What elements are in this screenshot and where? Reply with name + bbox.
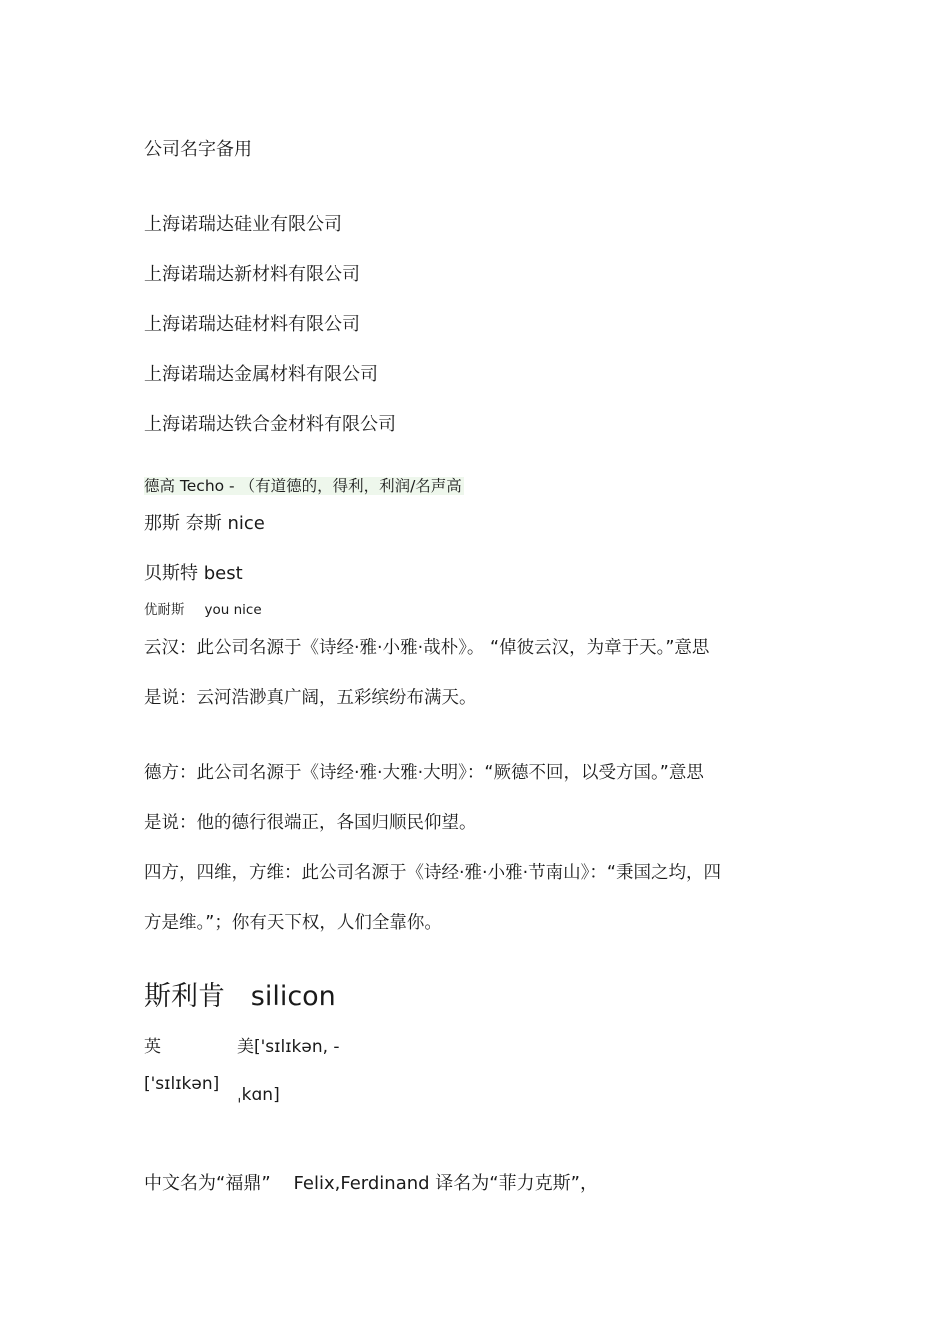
company-name-item: 上海诺瑞达硅材料有限公司 [144, 314, 360, 335]
origin-yunhan-line2: 是说：云河浩渺真广阔，五彩缤纷布满天。 [144, 688, 477, 708]
origin-defang-line2: 是说：他的德行很端正，各国归顺民仰望。 [144, 813, 477, 833]
company-name-item: 上海诺瑞达铁合金材料有限公司 [144, 414, 396, 435]
techo-note [144, 475, 464, 497]
uk-phonetic: ['sɪlɪkən] [144, 1074, 220, 1094]
company-name-item: 上海诺瑞达金属材料有限公司 [144, 364, 378, 385]
younice-en: you nice [204, 602, 262, 618]
felix-note: 中文名为“福鼎” Felix,Ferdinand 译名为“菲力克斯”， [144, 1173, 598, 1194]
nice-note: 那斯 奈斯 nice [144, 513, 265, 534]
company-name-item: 上海诺瑞达硅业有限公司 [144, 214, 342, 235]
younice-note [144, 601, 262, 619]
uk-label: 英 [144, 1037, 161, 1057]
company-name-item: 上海诺瑞达新材料有限公司 [144, 264, 360, 285]
younice-cn: 优耐斯 [144, 602, 185, 618]
origin-sifang-line2: 方是维。”；你有天下权，人们全靠你。 [144, 913, 442, 933]
origin-sifang-line1: 四方，四维，方维：此公司名源于《诗经·雅·小雅·节南山》：“秉国之均，四 [144, 863, 722, 883]
us-phonetic-line2: ˌkɑn] [237, 1085, 280, 1105]
silicon-heading: 斯利肯 silicon [144, 981, 336, 1012]
us-phonetic-line1: 美['sɪlɪkən, - [237, 1037, 340, 1057]
page-title: 公司名字备用 [144, 139, 252, 160]
origin-yunhan-line1: 云汉：此公司名源于《诗经·雅·小雅·哉朴》。 “倬彼云汉，为章于天。”意思 [144, 638, 710, 658]
techo-note-text: 德高 Techo - （有道德的，得利，利润/名声高 [144, 477, 462, 495]
origin-defang-line1: 德方：此公司名源于《诗经·雅·大雅·大明》：“厥德不回，以受方国。”意思 [144, 763, 704, 783]
best-note: 贝斯特 best [144, 563, 243, 584]
